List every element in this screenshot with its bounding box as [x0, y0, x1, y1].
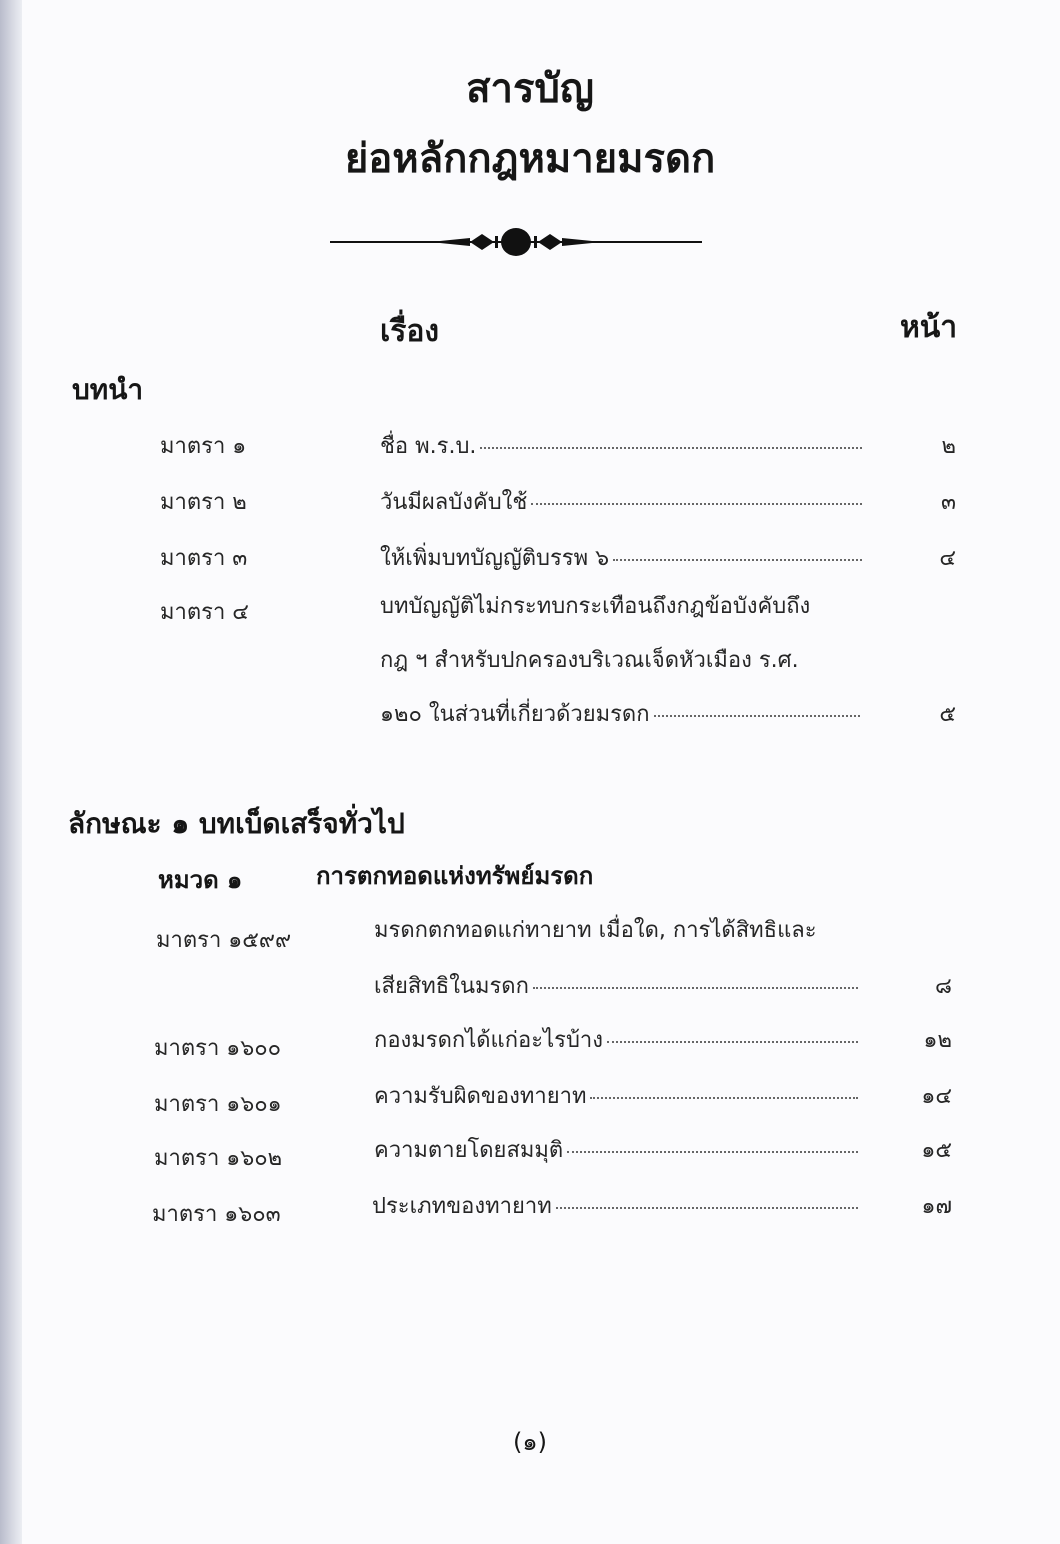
toc-entry-text: บทบัญญัติไม่กระทบกระเทือนถึงกฎข้อบังคับถึง — [380, 594, 811, 619]
toc-section-label: มาตรา ๒ — [160, 490, 247, 515]
page-binding-edge — [0, 0, 22, 1544]
toc-page-number: ๔ — [939, 546, 956, 571]
toc-section-label: มาตรา ๑ — [160, 434, 247, 459]
dot-leader — [533, 987, 858, 989]
toc-section-label: มาตรา ๑๖๐๐ — [154, 1036, 282, 1061]
part-heading: ลักษณะ ๑ บทเบ็ดเสร็จทั่วไป — [68, 807, 405, 840]
toc-page-number: ๒ — [941, 434, 956, 459]
toc-entry — [380, 428, 862, 463]
toc-entry — [374, 968, 858, 1003]
toc-entry — [374, 1078, 858, 1113]
toc-section-label: มาตรา ๑๖๐๑ — [154, 1092, 282, 1117]
toc-section-label: มาตรา ๑๕๙๙ — [156, 928, 292, 953]
toc-page-number: ๕ — [939, 702, 956, 727]
dot-leader — [654, 715, 860, 717]
chapter-title: การตกทอดแห่งทรัพย์มรดก — [316, 862, 594, 890]
toc-entry — [380, 484, 862, 519]
dot-leader — [590, 1097, 858, 1099]
toc-entry-text: ประเภทของทายาท — [372, 1194, 552, 1219]
toc-section-label: มาตรา ๔ — [160, 600, 249, 625]
toc-page-number: ๑๔ — [921, 1084, 952, 1109]
toc-entry-text: กฎ ฯ สำหรับปกครองบริเวณเจ็ดหัวเมือง ร.ศ. — [380, 648, 799, 673]
toc-page-number: ๘ — [935, 974, 952, 999]
toc-entry-text: ความรับผิดของทายาท — [374, 1084, 587, 1109]
toc-entry — [380, 696, 860, 731]
book-title: ย่อหลักกฎหมายมรดก — [344, 136, 716, 182]
dot-leader — [607, 1041, 858, 1043]
intro-heading: บทนำ — [72, 373, 144, 406]
toc-entry-text: เสียสิทธิในมรดก — [374, 974, 529, 999]
toc-entry-text: ให้เพิ่มบทบัญญัติบรรพ ๖ — [380, 546, 610, 571]
toc-section-label: มาตรา ๑๖๐๒ — [154, 1146, 283, 1171]
toc-entry-text: มรดกตกทอดแก่ทายาท เมื่อใด, การได้สิทธิและ — [374, 918, 817, 943]
toc-entry — [380, 540, 862, 575]
page-title: สารบัญ — [466, 66, 594, 112]
toc-page-number: ๑๗ — [921, 1194, 952, 1219]
toc-page-number: ๓ — [940, 490, 956, 515]
footer-page-number: (๑) — [513, 1428, 547, 1456]
chapter-label: หมวด ๑ — [158, 866, 243, 894]
column-header-subject: เรื่อง — [380, 314, 440, 349]
toc-entry — [374, 1132, 858, 1167]
toc-page-number: ๑๒ — [923, 1028, 952, 1053]
toc-section-label: มาตรา ๓ — [160, 546, 248, 571]
dot-leader — [480, 447, 862, 449]
dot-leader — [613, 559, 862, 561]
dot-leader — [531, 503, 862, 505]
dot-leader — [556, 1207, 858, 1209]
column-header-page: หน้า — [900, 310, 958, 345]
dot-leader — [567, 1151, 858, 1153]
toc-entry-text: ความตายโดยสมมุติ — [374, 1138, 564, 1163]
toc-entry — [374, 1022, 858, 1057]
toc-page-number: ๑๕ — [921, 1138, 952, 1163]
toc-entry-text: กองมรดกได้แก่อะไรบ้าง — [374, 1028, 604, 1053]
toc-section-label: มาตรา ๑๖๐๓ — [152, 1202, 281, 1227]
toc-entry-text: วันมีผลบังคับใช้ — [380, 490, 528, 515]
toc-entry-text: ๑๒๐ ในส่วนที่เกี่ยวด้วยมรดก — [380, 702, 650, 727]
decorative-divider-icon — [330, 222, 702, 262]
toc-entry-text: ชื่อ พ.ร.บ. — [380, 434, 477, 459]
toc-entry — [372, 1188, 858, 1223]
